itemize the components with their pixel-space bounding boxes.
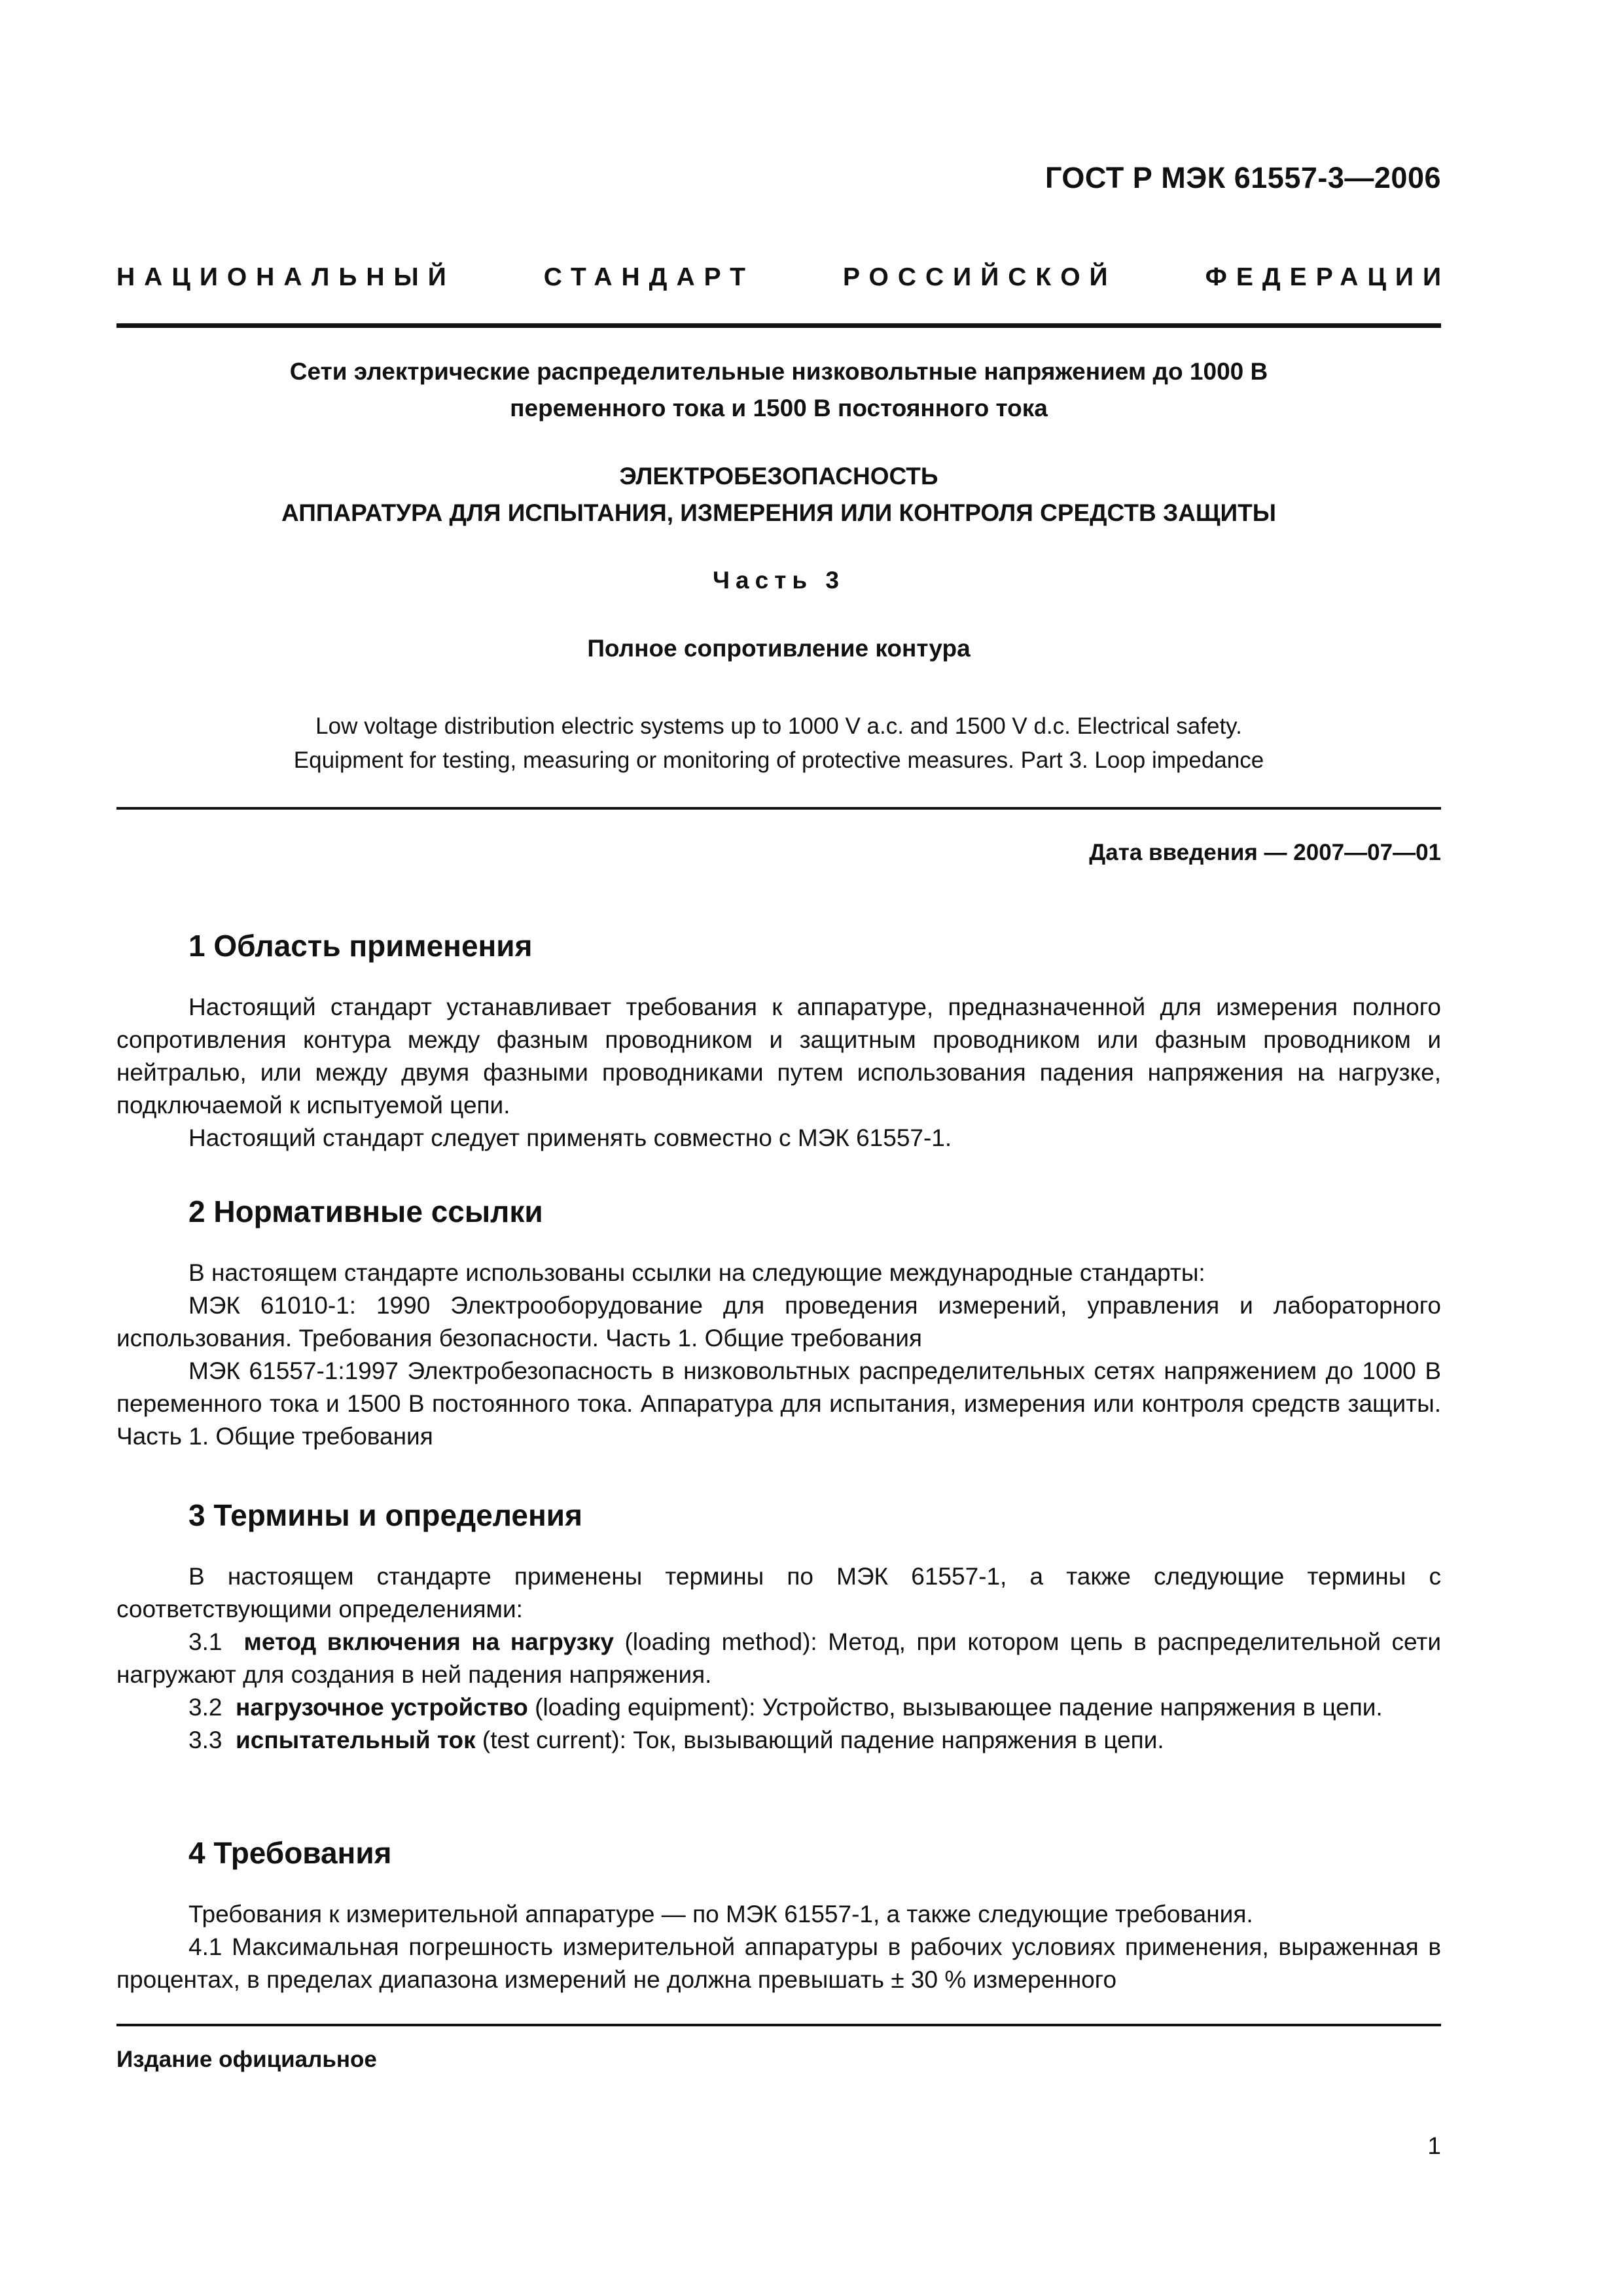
page-number: 1	[1427, 2132, 1441, 2159]
paragraph: 4.1 Максимальная погрешность измерительной аппаратуры в рабочих условиях применения, выраженная в процентах, в пределах диапазона измерений не должна превышать ± 30 % измеренного	[116, 1933, 1441, 1993]
part-title: Полное сопротивление контура	[587, 635, 971, 662]
section-terms	[116, 1499, 1441, 1757]
section-heading: 3 Термины и определения	[188, 1498, 582, 1532]
paragraph: Настоящий стандарт устанавливает требования к аппаратуре, предназначенной для измерения полного сопротивления контура между фазным проводником и защитным проводником или фазным проводником и нейтралью, или между двумя фазными проводниками путем использования падения напряжения на нагрузке, подключаемой к испытуемой цепи.	[116, 994, 1441, 1119]
official-edition-label: Издание официальное	[116, 2047, 377, 2072]
title-line: ЭЛЕКТРОБЕЗОПАСНОСТЬ	[619, 463, 938, 490]
part-number: Часть 3	[713, 567, 845, 594]
paragraph: В настоящем стандарте применены термины по МЭК 61557-1, а также следующие термины с соответствующими определениями:	[116, 1563, 1441, 1623]
title-line: АППАРАТУРА ДЛЯ ИСПЫТАНИЯ, ИЗМЕРЕНИЯ ИЛИ КОНТРОЛЯ СРЕДСТВ ЗАЩИТЫ	[281, 499, 1276, 526]
section-requirements	[116, 1837, 1441, 1996]
paragraph: Требования к измерительной аппаратуре — по МЭК 61557-1, а также следующие требования.	[188, 1901, 1253, 1928]
title-line: переменного тока и 1500 В постоянного тока	[510, 395, 1048, 422]
introduction-date: Дата введения — 2007—07—01	[1089, 840, 1441, 865]
reference-item: МЭК 61010-1: 1990 Электрооборудование для проведения измерений, управления и лабораторного использования. Требования безопасности. Часть 1. Общие требования	[116, 1292, 1441, 1352]
document-page	[116, 0, 1450, 2296]
english-title	[116, 709, 1441, 778]
english-title-line: Low voltage distribution electric systems up to 1000 V a.c. and 1500 V d.c. Electrical safety.	[315, 713, 1242, 739]
national-standard-banner	[116, 263, 1450, 292]
term-number: 3.2	[188, 1694, 223, 1721]
standard-title-main	[116, 458, 1441, 531]
term-definition	[116, 1724, 1441, 1757]
banner-word: НАЦИОНАЛЬНЫЙ	[116, 263, 455, 291]
term-name: метод включения на нагрузку	[243, 1628, 614, 1655]
header-rule	[116, 323, 1441, 328]
banner-word: РОССИЙСКОЙ	[843, 263, 1117, 291]
section-heading: 1 Область применения	[188, 929, 533, 963]
banner-word: ФЕДЕРАЦИИ	[1205, 263, 1450, 291]
footer-rule	[116, 2024, 1441, 2026]
term-number: 3.3	[188, 1727, 223, 1753]
document-number: ГОСТ Р МЭК 61557-3—2006	[1044, 161, 1441, 194]
paragraph: В настоящем стандарте использованы ссылки на следующие международные стандарты:	[188, 1259, 1205, 1286]
term-text: (loading equipment): Устройство, вызывающее падение напряжения в цепи.	[527, 1694, 1383, 1721]
term-definition	[116, 1691, 1441, 1724]
reference-item: МЭК 61557-1:1997 Электробезопасность в низковольтных распределительных сетях напряжением до 1000 В переменного тока и 1500 В постоянного тока. Аппаратура для испытания, измерения или контроля средств защиты. Часть 1. Общие требования	[116, 1357, 1441, 1450]
section-normative-references	[116, 1195, 1441, 1453]
term-definition	[116, 1626, 1441, 1691]
english-title-line: Equipment for testing, measuring or monitoring of protective measures. Part 3. Loop impedance	[293, 747, 1264, 773]
term-name: испытательный ток	[236, 1727, 476, 1753]
term-text: (test current): Ток, вызывающий падение напряжения в цепи.	[475, 1727, 1164, 1753]
paragraph: Настоящий стандарт следует применять совместно с МЭК 61557-1.	[188, 1124, 952, 1151]
term-number: 3.1	[188, 1628, 223, 1655]
title-rule	[116, 807, 1441, 810]
section-scope	[116, 929, 1441, 1155]
term-text: (loading method): Метод, при котором цепь в распределительной сети нагружают для создания в ней падения напряжения.	[116, 1628, 1441, 1688]
term-name: нагрузочное устройство	[236, 1694, 528, 1721]
title-line: Сети электрические распределительные низковольтные напряжением до 1000 В	[289, 358, 1268, 385]
banner-word: СТАНДАРТ	[543, 263, 755, 291]
section-heading: 2 Нормативные ссылки	[188, 1194, 543, 1229]
section-heading: 4 Требования	[188, 1836, 392, 1870]
standard-title-general	[116, 353, 1441, 427]
